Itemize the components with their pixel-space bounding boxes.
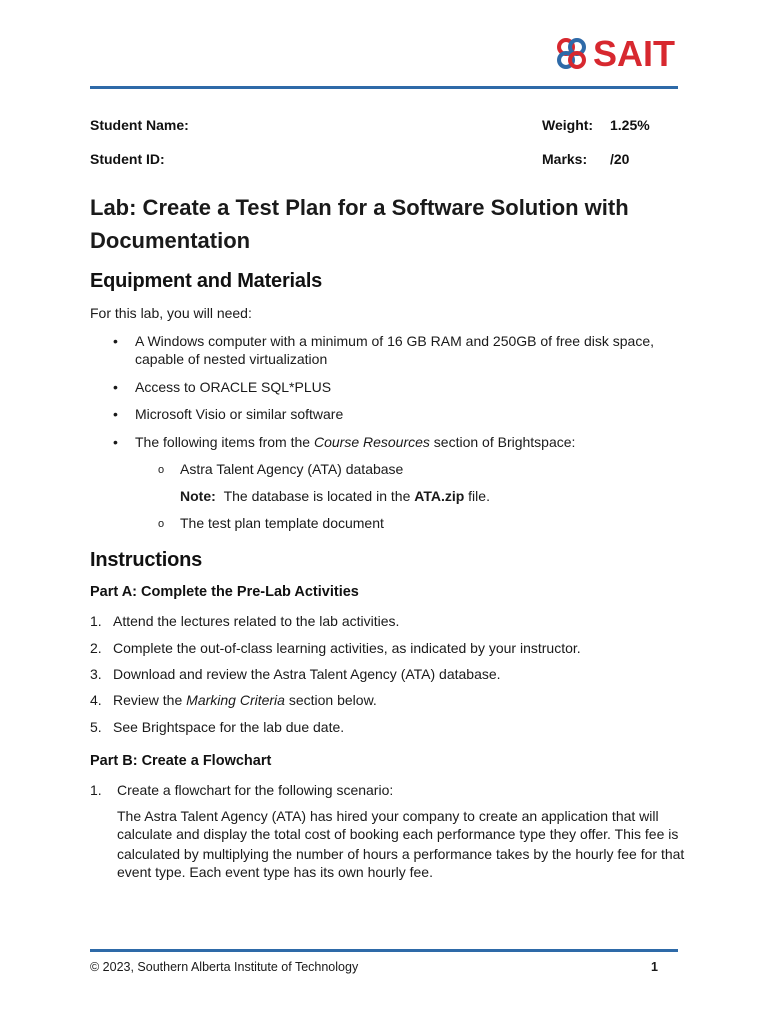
part-a-item-5: See Brightspace for the lab due date. — [113, 719, 345, 735]
bullet-text-3: Microsoft Visio or similar software — [135, 406, 344, 422]
list-number: 3. — [90, 666, 102, 682]
scenario-line-1: The Astra Talent Agency (ATA) has hired your company to create an application that will — [117, 808, 659, 824]
bullet4-pre: The following items from the — [135, 434, 314, 450]
bullet-text-1a: A Windows computer with a minimum of 16 GB RAM and 250GB of free disk space, — [135, 333, 654, 349]
page-title: Lab: Create a Test Plan for a Software Solution with Documentation — [90, 195, 629, 253]
bullet-marker: • — [113, 333, 118, 349]
equipment-intro: For this lab, you will need: — [90, 305, 252, 321]
bullet-text-1b: capable of nested virtualization — [135, 351, 328, 367]
marking-criteria-text: Marking Criteria — [186, 692, 285, 708]
footer-rule — [90, 949, 678, 952]
footer-copyright: © 2023, Southern Alberta Institute of Technology — [90, 960, 359, 974]
list-number: 2. — [90, 640, 102, 656]
course-resources-text: Course Resources — [313, 434, 430, 450]
bullet-marker: • — [113, 434, 118, 450]
item4-post: section below. — [284, 692, 377, 708]
list-number: 4. — [90, 692, 102, 708]
note-line — [180, 487, 490, 505]
sait-logo — [555, 34, 675, 74]
scenario-line-2: calculate and display the total cost of booking each performance type they offer. This fee is — [117, 826, 679, 842]
item4-pre: Review the — [113, 692, 187, 708]
header-rule — [90, 86, 678, 89]
bullet-marker: • — [113, 406, 118, 422]
list-number: 5. — [90, 719, 102, 735]
bullet-text-4 — [135, 433, 575, 451]
scenario-line-3: calculated by multiplying the number of hours a performance takes by the hourly fee for that — [117, 846, 685, 862]
page-number: 1 — [651, 960, 658, 974]
part-a-item-2: Complete the out-of-class learning activities, as indicated by your instructor. — [113, 640, 581, 656]
logo-text: SAIT — [593, 33, 676, 74]
bullet-marker: • — [113, 379, 118, 395]
part-b-heading: Part B: Create a Flowchart — [90, 753, 272, 769]
list-number: 1. — [90, 782, 102, 798]
marks-value: /20 — [610, 151, 630, 167]
list-number: 1. — [90, 613, 102, 629]
part-b-item-1: Create a flowchart for the following scenario: — [117, 782, 394, 798]
part-a-item-3: Download and review the Astra Talent Agency (ATA) database. — [113, 666, 501, 682]
part-a-item-1: Attend the lectures related to the lab activities. — [113, 613, 400, 629]
sub-bullet-marker: o — [158, 464, 165, 476]
sait-logo-mark-icon — [555, 34, 591, 74]
student-id-label: Student ID: — [90, 151, 165, 167]
bullet4-post: section of Brightspace: — [429, 434, 576, 450]
marks-label: Marks: — [542, 151, 588, 167]
scenario-line-4: event type. Each event type has its own hourly fee. — [117, 864, 433, 880]
sub-bullet-text-2: The test plan template document — [180, 515, 384, 531]
note-pre: The database is located in the — [223, 488, 415, 504]
sub-bullet-text-1: Astra Talent Agency (ATA) database — [180, 461, 404, 477]
equipment-heading: Equipment and Materials — [90, 270, 323, 292]
note-label: Note: — [180, 488, 216, 504]
student-name-label: Student Name: — [90, 117, 189, 133]
weight-label: Weight: — [542, 117, 594, 133]
instructions-heading: Instructions — [90, 549, 203, 571]
bullet-text-2: Access to ORACLE SQL*PLUS — [135, 379, 332, 395]
part-a-item-4 — [113, 691, 377, 709]
part-a-heading: Part A: Complete the Pre-Lab Activities — [90, 584, 359, 600]
weight-value: 1.25% — [610, 117, 650, 133]
note-bold: ATA.zip — [414, 488, 465, 504]
sub-bullet-marker: o — [158, 518, 165, 530]
note-post: file. — [464, 488, 490, 504]
